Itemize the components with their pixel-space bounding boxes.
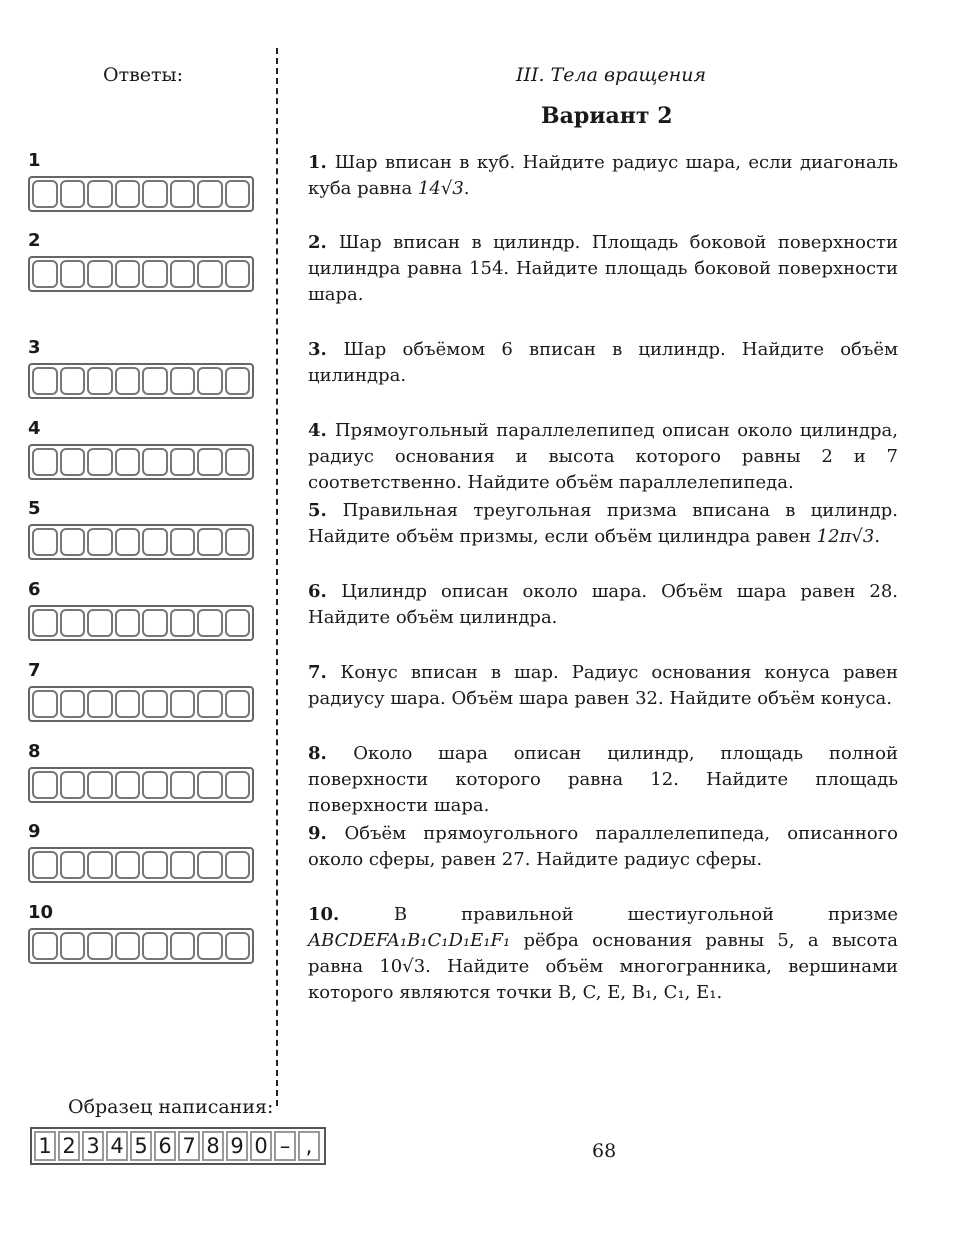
answer-cell[interactable] [87, 851, 113, 879]
answer-field[interactable] [28, 605, 254, 641]
answer-cell[interactable] [142, 690, 168, 718]
answer-cell[interactable] [225, 851, 251, 879]
answer-cell[interactable] [115, 851, 141, 879]
task-number: 10. [308, 904, 394, 925]
variant-title: Вариант 2 [541, 103, 673, 129]
answer-cell[interactable] [60, 609, 86, 637]
answer-cell[interactable] [60, 367, 86, 395]
answer-cell[interactable] [197, 367, 223, 395]
task-2 [308, 230, 898, 308]
answer-cell[interactable] [170, 260, 196, 288]
answer-cell[interactable] [115, 609, 141, 637]
answer-cell[interactable] [225, 609, 251, 637]
answer-6 [28, 581, 254, 641]
answer-cell[interactable] [170, 367, 196, 395]
answer-cell[interactable] [142, 260, 168, 288]
answer-cell[interactable] [170, 448, 196, 476]
sample-char: 2 [58, 1131, 80, 1161]
answer-cell[interactable] [87, 690, 113, 718]
task-text: 12π√3 [816, 526, 875, 547]
task-text: Цилиндр описан около шара. Объём шара равен 28. Найдите объём цилиндра. [308, 581, 899, 628]
answer-cell[interactable] [170, 851, 196, 879]
task-text: Объём прямоугольного параллелепипеда, описанного около сферы, равен 27. Найдите радиус сферы. [308, 823, 898, 870]
task-number: 8. [308, 743, 354, 764]
answer-10 [28, 904, 254, 964]
answer-cell[interactable] [197, 690, 223, 718]
answer-cell[interactable] [32, 609, 58, 637]
sample-char: , [298, 1131, 320, 1161]
answer-cell[interactable] [87, 609, 113, 637]
answer-cell[interactable] [60, 528, 86, 556]
answer-cell[interactable] [60, 448, 86, 476]
answer-field[interactable] [28, 686, 254, 722]
sample-char: 4 [106, 1131, 128, 1161]
answer-3 [28, 339, 254, 399]
answer-field[interactable] [28, 524, 254, 560]
answer-cell[interactable] [225, 180, 251, 208]
answer-cell[interactable] [32, 932, 58, 960]
task-text: Правильная треугольная призма вписана в цилиндр. Найдите объём призмы, если объём цилиндра равен [308, 500, 899, 547]
task-text: Прямоугольный параллелепипед описан около цилиндра, радиус основания и высота которого равны 2 и 7 соответственно. Найдите объём параллелепипеда. [308, 420, 898, 493]
answer-cell[interactable] [225, 771, 251, 799]
sample-char: 0 [250, 1131, 272, 1161]
answer-cell[interactable] [170, 771, 196, 799]
answer-cell[interactable] [115, 528, 141, 556]
section-title: III. Тела вращения [516, 64, 707, 86]
answer-cell[interactable] [197, 260, 223, 288]
answer-cell[interactable] [225, 690, 251, 718]
answer-cell[interactable] [225, 528, 251, 556]
task-4 [308, 418, 898, 496]
answer-number: 5 [28, 498, 41, 519]
task-text: В правильной шестиугольной призме [393, 904, 898, 925]
answer-number: 3 [28, 337, 41, 358]
task-text: . [463, 178, 470, 199]
task-text: Шар вписан в куб. Найдите радиус шара, если диагональ куба равна [308, 152, 899, 199]
answer-cell[interactable] [197, 932, 223, 960]
answer-cell[interactable] [60, 260, 86, 288]
divider-line [276, 48, 278, 1106]
answer-cell[interactable] [32, 180, 58, 208]
answer-cell[interactable] [142, 367, 168, 395]
page-number: 68 [592, 1140, 617, 1162]
answer-field[interactable] [28, 928, 254, 964]
sample-char: 5 [130, 1131, 152, 1161]
answer-cell[interactable] [87, 260, 113, 288]
answer-8 [28, 743, 254, 803]
answer-cell[interactable] [115, 448, 141, 476]
sample-char: 1 [34, 1131, 56, 1161]
sample-char: 6 [154, 1131, 176, 1161]
answer-cell[interactable] [170, 528, 196, 556]
task-number: 4. [308, 420, 335, 441]
answer-cell[interactable] [170, 690, 196, 718]
task-1 [308, 150, 898, 202]
task-5 [308, 498, 898, 550]
answer-cell[interactable] [170, 609, 196, 637]
answer-cell[interactable] [197, 609, 223, 637]
task-6 [308, 579, 898, 631]
answer-cell[interactable] [225, 260, 251, 288]
answer-cell[interactable] [197, 448, 223, 476]
task-text: Конус вписан в шар. Радиус основания конуса равен радиусу шара. Объём шара равен 32. Найдите объём конуса. [308, 662, 899, 709]
answer-field[interactable] [28, 176, 254, 212]
answer-cell[interactable] [60, 690, 86, 718]
task-number: 2. [308, 232, 339, 253]
answer-cell[interactable] [60, 932, 86, 960]
answer-field[interactable] [28, 363, 254, 399]
answer-cell[interactable] [87, 448, 113, 476]
answer-7 [28, 662, 254, 722]
answer-cell[interactable] [142, 932, 168, 960]
sample-char: – [274, 1131, 296, 1161]
answer-9 [28, 823, 254, 883]
answer-cell[interactable] [32, 367, 58, 395]
answer-cell[interactable] [142, 448, 168, 476]
answer-cell[interactable] [170, 180, 196, 208]
answer-number: 8 [28, 741, 41, 762]
sample-digits [30, 1127, 326, 1165]
sample-char: 7 [178, 1131, 200, 1161]
answer-number: 6 [28, 579, 41, 600]
answer-cell[interactable] [87, 528, 113, 556]
answer-cell[interactable] [87, 932, 113, 960]
task-9 [308, 821, 898, 873]
answer-cell[interactable] [197, 771, 223, 799]
task-text: рёбра основания равны 5, а высота равна 10√3. Найдите объём многогранника, вершинами которого являются точки B, C, E, B₁, C₁, E₁. [308, 930, 898, 1003]
answer-cell[interactable] [142, 609, 168, 637]
answers-title: Ответы: [103, 64, 184, 86]
answer-number: 4 [28, 418, 41, 439]
answer-cell[interactable] [115, 180, 141, 208]
answer-cell[interactable] [197, 851, 223, 879]
answer-5 [28, 500, 254, 560]
answer-field[interactable] [28, 444, 254, 480]
answer-number: 10 [28, 902, 54, 923]
task-3 [308, 337, 898, 389]
answer-cell[interactable] [197, 528, 223, 556]
answer-cell[interactable] [32, 528, 58, 556]
answer-cell[interactable] [142, 180, 168, 208]
answer-cell[interactable] [60, 851, 86, 879]
task-number: 9. [308, 823, 345, 844]
answer-cell[interactable] [32, 771, 58, 799]
answer-cell[interactable] [115, 367, 141, 395]
task-8 [308, 741, 898, 819]
answer-number: 7 [28, 660, 41, 681]
sample-label: Образец написания: [68, 1096, 274, 1118]
task-text: 14√3 [417, 178, 464, 199]
sample-char: 9 [226, 1131, 248, 1161]
task-text: Шар объёмом 6 вписан в цилиндр. Найдите объём цилиндра. [308, 339, 898, 386]
task-number: 6. [308, 581, 342, 602]
answer-cell[interactable] [197, 180, 223, 208]
task-number: 1. [308, 152, 335, 173]
answer-cell[interactable] [115, 690, 141, 718]
answer-cell[interactable] [60, 771, 86, 799]
answer-number: 1 [28, 150, 41, 171]
answer-number: 9 [28, 821, 41, 842]
task-7 [308, 660, 898, 712]
task-number: 3. [308, 339, 344, 360]
answer-1 [28, 152, 254, 212]
answer-cell[interactable] [225, 932, 251, 960]
answer-2 [28, 232, 254, 292]
answer-field[interactable] [28, 256, 254, 292]
answer-cell[interactable] [142, 528, 168, 556]
answer-cell[interactable] [32, 851, 58, 879]
answer-cell[interactable] [32, 260, 58, 288]
answer-cell[interactable] [170, 932, 196, 960]
answer-cell[interactable] [142, 851, 168, 879]
sample-char: 3 [82, 1131, 104, 1161]
task-text: Шар вписан в цилиндр. Площадь боковой поверхности цилиндра равна 154. Найдите площадь боковой поверхности шара. [308, 232, 899, 305]
answer-cell[interactable] [115, 771, 141, 799]
answer-cell[interactable] [225, 367, 251, 395]
answer-number: 2 [28, 230, 41, 251]
answer-cell[interactable] [32, 690, 58, 718]
task-text: Около шара описан цилиндр, площадь полной поверхности которого равна 12. Найдите площадь поверхности шара. [308, 743, 898, 816]
sample-char: 8 [202, 1131, 224, 1161]
task-number: 5. [308, 500, 343, 521]
task-text: ABCDEFA₁B₁C₁D₁E₁F₁ [308, 930, 511, 951]
answer-cell[interactable] [142, 771, 168, 799]
answer-cell[interactable] [115, 260, 141, 288]
task-text: . [874, 526, 881, 547]
answer-cell[interactable] [225, 448, 251, 476]
answer-cell[interactable] [87, 771, 113, 799]
answer-cell[interactable] [60, 180, 86, 208]
answer-field[interactable] [28, 847, 254, 883]
answer-cell[interactable] [115, 932, 141, 960]
answer-cell[interactable] [32, 448, 58, 476]
answer-cell[interactable] [87, 367, 113, 395]
answer-4 [28, 420, 254, 480]
task-number: 7. [308, 662, 341, 683]
answer-field[interactable] [28, 767, 254, 803]
task-10 [308, 902, 898, 1006]
answer-cell[interactable] [87, 180, 113, 208]
